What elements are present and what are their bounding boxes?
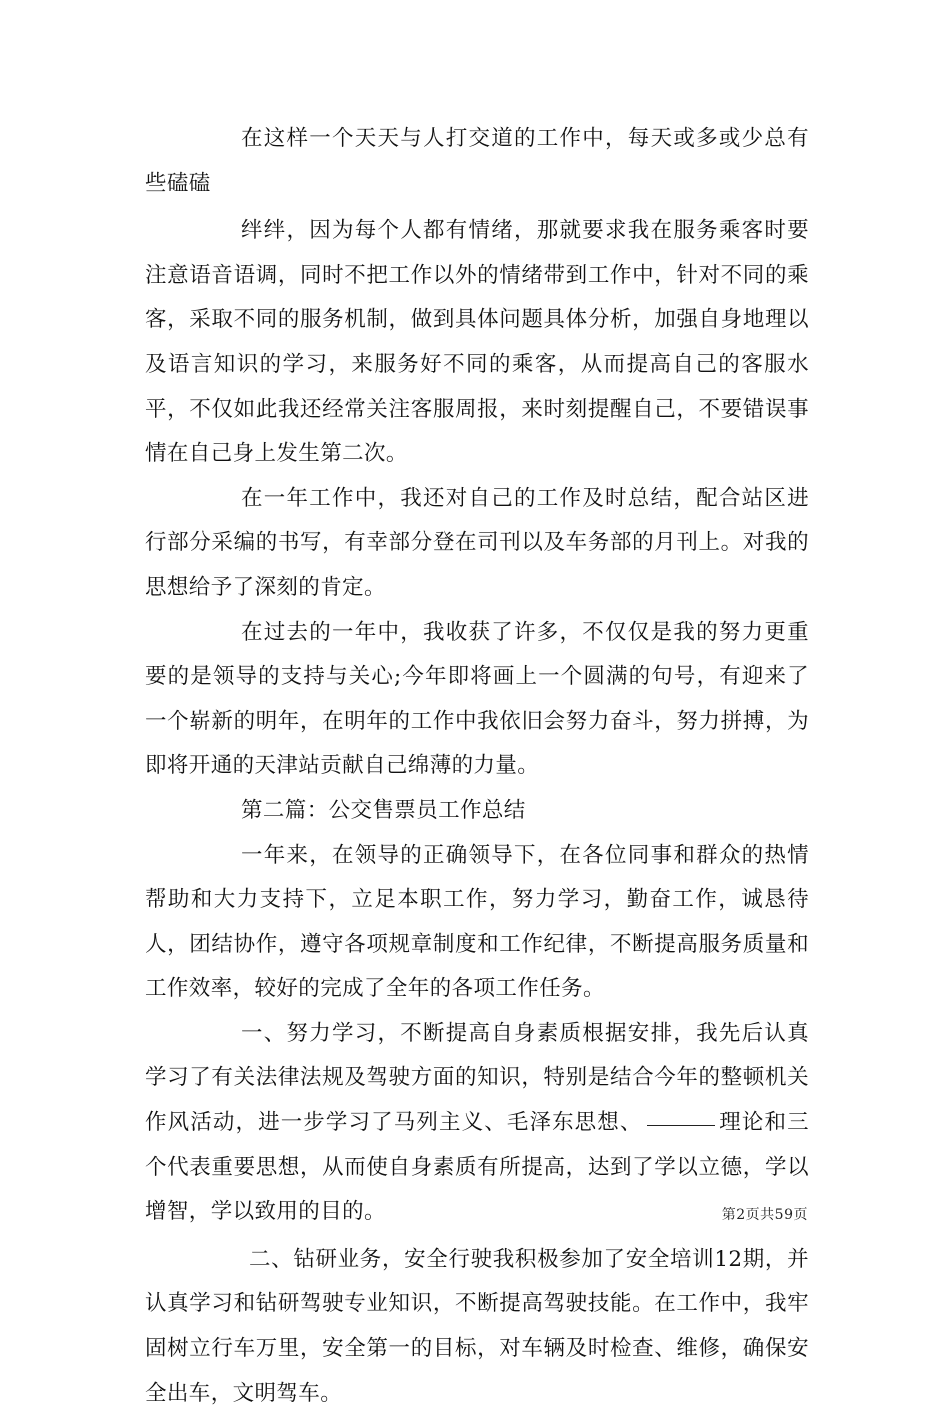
paragraph-text: 理论和三个代表重要思想，从而使自身素质有所提高，达到了学以立德，学以增智，学以致用的目的。 (145, 1110, 809, 1225)
paragraph (145, 1012, 809, 1235)
paragraph-text: 一、努力学习，不断提高自身素质根据安排，我先后认真学习了有关法律法规及驾驶方面的知识，特别是结合今年的整顿机关作风活动，进一步学习了马列主义、毛泽东思想、 (145, 1020, 809, 1136)
page-number-footer: 第2页共59页 (721, 1207, 808, 1223)
paragraph: 一年来，在领导的正确领导下，在各位同事和群众的热情帮助和大力支持下，立足本职工作，努力学习，勤奋工作，诚恳待人，团结协作，遵守各项规章制度和工作纪律，不断提高服务质量和工作效率，较好的完成了全年的各项工作任务。 (145, 842, 809, 1002)
blank-underline (647, 1124, 715, 1126)
paragraph: 绊绊，因为每个人都有情绪，那就要求我在服务乘客时要注意语音语调，同时不把工作以外的情绪带到工作中，针对不同的乘客，采取不同的服务机制，做到具体问题具体分析，加强自身地理以及语言知识的学习，来服务好不同的乘客，从而提高自己的客服水平，不仅如此我还经常关注客服周报，来时刻提醒自己，不要错误事情在自己身上发生第二次。 (145, 218, 809, 467)
paragraph: 在过去的一年中，我收获了许多，不仅仅是我的努力更重要的是领导的支持与关心;今年即将画上一个圆满的句号，有迎来了一个崭新的明年，在明年的工作中我依旧会努力奋斗，努力拼搏，为即将开通的天津站贡献自己绵薄的力量。 (145, 619, 809, 779)
paragraph: 二、钻研业务，安全行驶我积极参加了安全培训12期，并认真学习和钻研驾驶专业知识，不断提高驾驶技能。在工作中，我牢固树立行车万里，安全第一的目标，对车辆及时检查、维修，确保安全出车，文明驾车。 (145, 1246, 809, 1406)
section-heading: 第二篇：公交售票员工作总结 (241, 797, 526, 823)
paragraph: 在一年工作中，我还对自己的工作及时总结，配合站区进行部分采编的书写，有幸部分登在司刊以及车务部的月刊上。对我的思想给予了深刻的肯定。 (145, 485, 809, 600)
paragraph: 在这样一个天天与人打交道的工作中，每天或多或少总有些磕磕 (145, 126, 809, 196)
